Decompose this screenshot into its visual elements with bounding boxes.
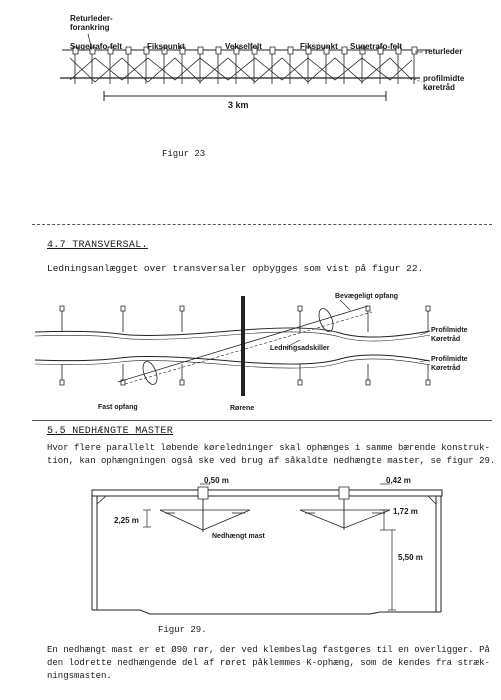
label-sugetrafo-left: Sugetrafo-felt [70,42,122,51]
closing-text-line-2: den lodrette nedhængende del af røret påklemmes K-ophæng, som de kendes fra stræk- [47,658,490,668]
label-fikspunkt-right: Fikspunkt [300,42,338,51]
dim-2-25m: 2,25 m [114,516,139,525]
label-fast-opfang: Fast opfang [98,404,138,411]
label-sugetrafo-right: Sugetrafo-felt [350,42,402,51]
section-5-5-text-line-2: tion, kan ophængningen også ske ved brug af såkaldte nedhængte master, se figur 29. [47,456,496,466]
label-nedhaengt-mast: Nedhængt mast [212,533,265,540]
section-4-7-text: Ledningsanlægget over transversaler opbygges som vist på figur 22. [47,263,424,274]
closing-text-line-3: ningsmasten. [47,671,112,681]
section-4-7-heading: 4.7 TRANSVERSAL. [47,240,148,251]
label-profilmidte-koretrad: profilmidte køretråd [423,74,465,92]
label-fikspunkt-left: Fikspunkt [147,42,185,51]
figure-23-caption: Figur 23 [162,149,206,159]
dim-1-72m: 1,72 m [393,507,418,516]
section-5-5-text-line-1: Hvor flere parallelt løbende køreledninger skal ophænges i samme bærende konstruk- [47,443,490,453]
closing-text-line-1: En nedhængt mast er et Ø90 rør, der ved klembeslag fastgøres til en overligger. På [47,645,490,655]
label-vekselfelt: Vekselfelt [225,42,262,51]
label-returleder: returleder [425,47,463,56]
dim-5-50m: 5,50 m [398,553,423,562]
label-returleder-forankring: Returleder- forankring [70,14,113,32]
figure-29-caption: Figur 29. [158,625,207,635]
dim-0-50m: 0,50 m [204,476,229,485]
section-5-5-heading: 5.5 NEDHÆNGTE MASTER [47,426,174,437]
label-bevaegeligt-opfang: Bevægeligt opfang [335,293,399,300]
dim-0-42m: 0,42 m [386,476,411,485]
label-distance-3km: 3 km [228,100,249,110]
label-profilmidte-2: Profilmidte Køretråd [431,356,468,372]
label-ledningsadskiller: Ledningsadskiller [270,345,330,352]
label-rorene: Rørene [230,405,255,412]
label-profilmidte-1: Profilmidte Køretråd [431,327,468,343]
